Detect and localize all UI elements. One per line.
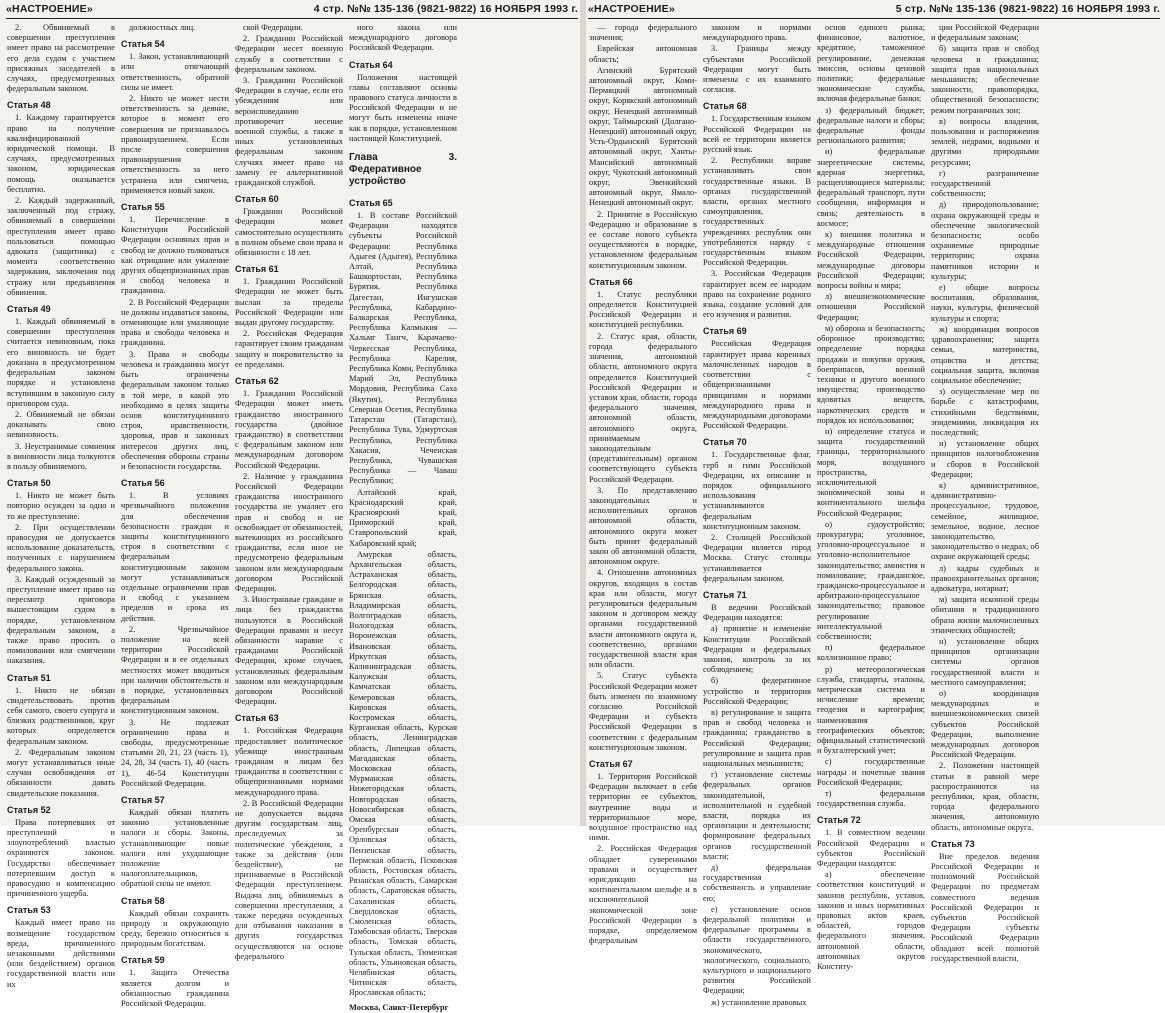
paragraph: и) установление общих принципов налогообложения и сборов в Российской Федерации; <box>931 439 1039 479</box>
article-heading: Статья 73 <box>931 838 975 849</box>
left-masthead: «НАСТРОЕНИЕ» <box>6 3 93 15</box>
text-column <box>349 23 457 1012</box>
text-column <box>589 23 697 946</box>
paragraph: ской Федерации. <box>243 23 303 32</box>
paragraph: б) защита прав и свобод человека и гражданина; защита прав национальных меньшинств; обеспечение законности, правопорядка, общественной безопасности; режим пограничных зон; <box>931 44 1039 115</box>
paragraph: 2. Обвиняемый в совершении преступления имеет право на рассмотрение его дела судом с участием присяжных заседателей в случаях, предусмотренных федеральным законом. <box>7 23 115 94</box>
article-heading: Статья 62 <box>235 376 279 387</box>
paragraph: л) внешнеэкономические отношения Российской Федерации; <box>817 292 925 322</box>
paragraph: 1. Каждому гарантируется право на получение квалифицированной юридической помощи. В случаях, предусмотренных законом, юридическая помощь оказывается бесплатно. <box>7 113 115 194</box>
article-heading: Статья 65 <box>349 198 393 209</box>
paragraph: должностных лиц. <box>129 23 196 32</box>
paragraph: ного закона или международного договора Российской Федерации. <box>349 23 457 53</box>
article-heading: Статья 54 <box>121 39 165 50</box>
paragraph: д) природопользование; охрана окружающей среды и обеспечение экологической безопасности; особо охраняемые природные территории; охрана памятников истории и культуры; <box>931 200 1039 281</box>
left-columns <box>4 23 580 1012</box>
chapter-heading: Глава 3. Федеративное устройство <box>349 152 457 188</box>
paragraph: 2. Обвиняемый не обязан доказывать свою невиновность. <box>7 409 115 440</box>
paragraph: 1. В условиях чрезвычайного положения для обеспечения безопасности граждан и защиты конституционного строя в соответствии с федеральным конституционным законом могут устанавливаться отдельные ограничения прав и свобод с указанием пределов и срока их действия. <box>121 491 229 623</box>
paragraph: Положения настоящей главы составляют основы правового статуса личности в Российской Федерации и не могут быть изменены иначе как в порядке, установленном настоящей Конституцией. <box>349 72 457 143</box>
paragraph: 1. Территория Российской Федерации включает в себя территории ее субъектов, внутренние воды и территориальное море, воздушное пространство над ними. <box>589 772 697 843</box>
paragraph: 1. Российская Федерация предоставляет политическое убежище иностранным гражданам и лицам без гражданства в соответствии с общепризнанными нормами международного права. <box>235 726 343 797</box>
paragraph: 3. Гражданин Российской Федерации в случае, если его убеждениям или вероисповеданию противоречит несение военной службы, а также в иных установленных федеральным законом случаях имеет право на замену ее альтернативной гражданской службой. <box>235 76 343 188</box>
paragraph: 2. Российская Федерация гарантирует своим гражданам защиту и покровительство за ее пределами. <box>235 329 343 369</box>
paragraph: 3. Иностранные граждане и лица без гражданства пользуются в Российской Федерации правами и несут обязанности наравне с гражданами Российской Федерации, кроме случаев, установленных федеральным законом или международным договором Российской Федерации. <box>235 595 343 707</box>
paragraph: т) федеральная государственная служба. <box>817 789 925 809</box>
paragraph: Вне пределов ведения Российской Федерации и полномочий Российской Федерации по предметам совместного ведения Российской Федерации и субъектов Российской Федерации субъекты Российской Федерации обладают всей полнотой государственной власти. <box>931 851 1039 963</box>
article-heading: Статья 69 <box>703 326 747 337</box>
paragraph: в) вопросы владения, пользования и распоряжения землей, недрами, водными и другими природными ресурсами; <box>931 116 1039 167</box>
paragraph: д) федеральная государственная собственность и управление ею; <box>703 863 811 903</box>
paragraph: Еврейская автономная область; <box>589 44 697 64</box>
paragraph: б) федеративное устройство и территория Российской Федерации; <box>703 676 811 706</box>
paragraph: е) общие вопросы воспитания, образования, науки, культуры, физической культуры и спорта; <box>931 283 1039 323</box>
text-column <box>7 23 115 989</box>
paragraph: 5. Статус субъекта Российской Федерации может быть изменен по взаимному согласию Российской Федерации и субъекта Российской Федерации в соответствии с федеральным конституционным законом. <box>589 671 697 752</box>
article-heading: Статья 61 <box>235 264 279 275</box>
paragraph: 1. Гражданин Российской Федерации может иметь гражданство иностранного государства (двойное гражданство) в соответствии с федеральным законом или международным договором Российской Федерации. <box>235 389 343 470</box>
paragraph: 2. Принятие в Российскую Федерацию и образование в ее составе нового субъекта осуществляются в порядке, установленном федеральным конституционным законом. <box>589 209 697 270</box>
article-heading: Статья 56 <box>121 478 165 489</box>
paragraph: 3. По представлению законодательных и исполнительных органов автономной области, автономного округа может быть принят федеральный закон об автономной области, автономном округе. <box>589 485 697 567</box>
paragraph: 1. Перечисление в Конституции Российской Федерации основных прав и свобод не должно толковаться как отрицание или умаление других общепризнанных прав и свобод человека и гражданина. <box>121 215 229 296</box>
paragraph: г) установление системы федеральных органов законодательной, исполнительной и судебной власти, порядка их организации и деятельности; формирование федеральных органов государственной власти; <box>703 770 811 861</box>
paragraph: 2. Положения настоящей статьи в равной мере распространяются на республики, края, области, города федерального значения, автономную область, автономные округа. <box>931 761 1039 832</box>
article-heading: Статья 70 <box>703 437 747 448</box>
article-heading: Статья 60 <box>235 194 279 205</box>
paragraph: н) установление общих принципов организации системы органов государственной власти и местного самоуправления; <box>931 636 1039 687</box>
article-heading: Статья 72 <box>817 815 861 826</box>
paragraph: 3. Не подлежат ограничению права и свободы, предусмотренные статьями 20, 21, 23 (часть 1), 24, 28, 34 (часть 1), 40 (часть 1), 46-54 Конституции Российской Федерации. <box>121 717 229 788</box>
paragraph: Алтайский край, Краснодарский край, Красноярский край, Приморский край, Ставропольский край, Хабаровский край; <box>349 487 457 548</box>
paragraph: ж) координация вопросов здравоохранения; защита семьи, материнства, отцовства и детства; социальная защита, включая социальное обеспечение; <box>931 324 1039 385</box>
article-heading: Статья 63 <box>235 713 279 724</box>
paragraph: з) осуществление мер по борьбе с катастрофами, стихийными бедствиями, эпидемиями, ликвидация их последствий; <box>931 387 1039 437</box>
right-columns <box>586 23 1162 1007</box>
paragraph: 3. Каждый осужденный за преступление имеет право на пересмотр приговора вышестоящим судом в порядке, установленном федеральным законом, а также право просить о помиловании или смягчении наказания. <box>7 574 115 666</box>
paragraph: 3. Границы между субъектами Российской Федерации могут быть изменены с их взаимного согласия. <box>703 44 811 95</box>
right-page <box>586 0 1162 1007</box>
paragraph: ции Российской Федерации и федеральным законам; <box>931 23 1039 43</box>
article-heading: Статья 58 <box>121 895 165 906</box>
paragraph: 1. Статус республики определяется Конституцией Российской Федерации и конституцией республики. <box>589 289 697 330</box>
paragraph: 1. В совместном ведении Российской Федерации и субъектов Российской Федерации находятся: <box>817 828 925 869</box>
paragraph: 2. Столицей Российской Федерации является город Москва. Статус столицы устанавливается федеральным законом. <box>703 532 811 583</box>
paragraph: основ единого рынка; финансовое, валютное, кредитное, таможенное регулирование, денежная эмиссия, основы ценовой политики; федеральные экономические службы, включая федеральные банки; <box>817 23 925 104</box>
paragraph: о) судоустройство; прокуратура; уголовное, уголовно-процессуальное и уголовно-исполнительное законодательство; амнистия и помилование; гражданское, гражданско-процессуальное и арбитражно-процессуальное законодательство; правовое регулирование интеллектуальной собственности; <box>817 519 925 641</box>
article-heading: Статья 53 <box>7 905 51 916</box>
paragraph: 2. При осуществлении правосудия не допускается использование доказательств, полученных с нарушением федерального закона. <box>7 522 115 573</box>
paragraph: и) федеральные энергетические системы, ядерная энергетика, расщепляющиеся материалы; федеральный транспорт, пути сообщения, информация и связь; деятельность в космосе; <box>817 147 925 228</box>
article-heading: Статья 50 <box>7 478 51 489</box>
left-page-header <box>6 0 578 19</box>
paragraph: Российская Федерация гарантирует права коренных малочисленных народов в соответствии с общепризнанными принципами и нормами международного права и международными договорами Российской Федерации. <box>703 339 811 431</box>
right-page-number: 5 стр. №№ 135-136 (9821-9822) 16 НОЯБРЯ 1993 г. <box>895 3 1160 15</box>
paragraph: а) принятие и изменение Конституции Российской Федерации и федеральных законов, контроль за их соблюдением; <box>703 624 811 675</box>
paragraph: 2. Статус края, области, города федерального значения, автономной области, автономного округа определяется Конституцией Российской Федерации и уставом края, области, города федерального значения, автономной области, автономного округа, принимаемым законодательным (представительным) органом соответствующего субъекта Российской Федерации. <box>589 331 697 484</box>
paragraph: 2. Наличие у гражданина Российской Федерации гражданства иностранного государства не умаляет его прав и свобод и не освобождает от обязанностей, вытекающих из российского гражданства, если иное не предусмотрено федеральным законом или международным договором Российской Федерации. <box>235 471 343 593</box>
paragraph: м) оборона и безопасность; оборонное производство; определение порядка продажи и покупки оружия, боеприпасов, военной техники и другого военного имущества; производство ядовитых веществ, наркотических средств и порядок их использования; <box>817 323 925 425</box>
right-masthead: «НАСТРОЕНИЕ» <box>588 3 675 15</box>
article-heading: Статья 67 <box>589 759 633 770</box>
article-heading: Статья 52 <box>7 804 51 815</box>
paragraph: м) защита исконной среды обитания и традиционного образа жизни малочисленных этнических общностей; <box>931 595 1039 635</box>
paragraph: к) внешняя политика и международные отношения Российской Федерации, международные договоры Российской Федерации; вопросы войны и мира; <box>817 230 925 291</box>
paragraph: о) координация международных и внешнеэкономических связей субъектов Российской Федерации, выполнение международных договоров Российской Федерации. <box>931 689 1039 760</box>
paragraph: 3. Неустранимые сомнения в виновности лица толкуются в пользу обвиняемого. <box>7 441 115 471</box>
article-heading: Статья 49 <box>7 304 51 315</box>
paragraph: в) регулирование и защита прав и свобод человека и гражданина; гражданство в Российской Федерации; регулирование и защита прав национальных меньшинств; <box>703 707 811 768</box>
text-column <box>817 23 925 972</box>
paragraph: 4. Отношения автономных округов, входящих в состав края или области, могут регулироваться федеральным законом и договором между органами государственной власти автономного округа и, соответственно, органами государственной власти края или области. <box>589 568 697 670</box>
paragraph: 3. Российская Федерация гарантирует всем ее народам право на сохранение родного языка, создание условий для его изучения и развития. <box>703 269 811 320</box>
paragraph: 1. Защита Отечества является долгом и обязанностью гражданина Российской Федерации. <box>121 968 229 1009</box>
paragraph: н) определение статуса и защита государственной границы, территориального моря, воздушного пространства, исключительной экономической зоны и континентального шельфа Российской Федерации; <box>817 426 925 518</box>
text-column <box>121 23 229 1009</box>
paragraph: 2. В Российской Федерации не должны издаваться законы, отменяющие или умаляющие права и свободы человека и гражданина. <box>121 297 229 348</box>
article-heading: Статья 64 <box>349 59 393 70</box>
paragraph: Каждый обязан платить законно установленные налоги и сборы. Законы, устанавливающие новые налоги или ухудшающие положение налогоплательщиков, обратной силы не имеют. <box>121 808 229 889</box>
paragraph: Амурская область, Архангельская область, Астраханская область, Белгородская область, Брянская область, Владимирская область, Волгоградская область, Вологодская область, Воронежская область, Ивановская область, Иркутская область, Калининградская область, Калужская область, Камчатская область, Кемеровская область, Кировская область, Костромская область, Курганская область, Курская область, Ленинградская область, Липецкая область, Магаданская область, Московская область, Мурманская область, Нижегородская область, Новгородская область, Новосибирская область, Омская область, Оренбургская область, Орловская область, Пензенская область, Пермская область, Псковская область, Ростовская область, Рязанская область, Самарская область, Саратовская область, Сахалинская область, Свердловская область, Смоленская область, Тамбовская область, Тверская область, Томская область, Тульская область, Тюменская область, Ульяновская область, Челябинская область, Читинская область, Ярославская область; <box>349 549 457 998</box>
paragraph: 2. Каждый задержанный, заключенный под стражу, обвиняемый в совершении преступления имеет право пользоваться помощью адвоката (защитника) с момента соответственно задержания, заключения под стражу или предъявления обвинения. <box>7 196 115 297</box>
paragraph: Каждый имеет право на возмещение государством вреда, причиненного незаконными действиями (или бездействием) органов государственной власти или их <box>7 918 115 989</box>
paragraph: 1. Никто не обязан свидетельствовать против себя самого, своего супруга и близких родственников, круг которых определяется федеральным законом. <box>7 685 115 746</box>
paragraph: с) государственные награды и почетные звания Российской Федерации; <box>817 757 925 787</box>
paragraph: В ведении Российской Федерации находятся: <box>703 602 811 623</box>
paragraph: 1. Гражданин Российской Федерации не может быть выслан за пределы Российской Федерации или выдан другому государству. <box>235 277 343 328</box>
paragraph: а) обеспечение соответствия конституций и законов республик, уставов, законов и иных нормативных правовых актов краев, областей, городов федерального значения, автономной области, автономных округов Конститу- <box>817 870 925 972</box>
article-heading: Статья 51 <box>7 672 51 683</box>
paragraph: 1. Никто не может быть повторно осужден за одно и то же преступление. <box>7 491 115 521</box>
article-heading: Статья 59 <box>121 955 165 966</box>
text-column <box>235 23 343 961</box>
paragraph: законом и нормами международного права. <box>703 23 811 43</box>
paragraph: л) кадры судебных и правоохранительных органов; адвокатура, нотариат; <box>931 563 1039 593</box>
paragraph: — города федерального значения; <box>589 23 697 43</box>
paragraph: 2. Чрезвычайное положение на всей территории Российской Федерации и в ее отдельных местностях может вводиться при наличии обстоятельств и в порядке, установленных федеральным конституционным законом. <box>121 624 229 716</box>
article-heading: Статья 48 <box>7 100 51 111</box>
paragraph: 2. Республики вправе устанавливать свои государственные языки. В органах государственной власти, органах местного самоуправления, государственных учреждениях республик они употребляются наряду с государственным языком Российской Федерации. <box>703 156 811 268</box>
paragraph: Права потерпевших от преступлений и злоупотреблений властью охраняются законом. Государство обеспечивает потерпевшим доступ к правосудию и компенсацию причиненного ущерба. <box>7 817 115 899</box>
paragraph: 2. В Российской Федерации не допускается выдача другим государствам лиц, преследуемых за политические убеждения, а также за действия (или бездействие), не признаваемые в Российской Федерации преступлением. Выдача лиц, обвиняемых в совершении преступления, а также передача осужденных для отбывания наказания в других государствах осуществляются на основе федерального <box>235 798 343 961</box>
paragraph: 1. В составе Российской Федерации находятся субъекты Российской Федерации: Республика Адыгея (Адыгея), Республика Алтай, Республика Башкортостан, Республика Бурятия, Республика Дагестан, Ингушская Республика, Кабардино-Балкарская Республика, Республика Калмыкия — Хальмг Тангч, Карачаево-Черкесская Республика, Республика Карелия, Республика Коми, Республика Марий Эл, Республика Мордовия, Республика Саха (Якутия), Республика Северная Осетия, Республика Татарстан (Татарстан), Республика Тува, Удмуртская Республика, Республика Хакасия, Чеченская Республика, Чувашская Республика — Чаваш Республики; <box>349 211 457 486</box>
article-heading: Статья 55 <box>121 202 165 213</box>
left-page <box>4 0 580 1012</box>
article-heading: Статья 66 <box>589 276 633 287</box>
paragraph: е) установление основ федеральной политики и федеральные программы в области государственного, экономического, экологического, социального, культурного и национального развития Российской Федерации; <box>703 904 811 996</box>
article-heading: Статья 68 <box>703 101 747 112</box>
paragraph: 2. Гражданин Российской Федерации несет военную службу в соответствии с федеральным законом. <box>235 34 343 74</box>
paragraph: 3. Права и свободы человека и гражданина могут быть ограничены федеральным законом только в той мере, в какой это необходимо в целях защиты основ конституционного строя, нравственности, здоровья, прав и законных интересов других лиц, обеспечения обороны страны и безопасности государства. <box>121 349 229 471</box>
paragraph: Гражданин Российской Федерации может самостоятельно осуществлять в полном объеме свои права и обязанности с 18 лет. <box>235 207 343 258</box>
paragraph: 2. Федеральным законом могут устанавливаться иные случаи освобождения от обязанности давать свидетельские показания. <box>7 747 115 798</box>
paragraph: 1. Каждый обвиняемый в совершении преступления считается невиновным, пока его виновность не будет доказана в предусмотренном федеральным законом порядке и установлена вступившим в законную силу приговором суда. <box>7 317 115 408</box>
paragraph: ж) установление правовых <box>711 997 807 1007</box>
paragraph: 1. Государственные флаг, герб и гимн Российской Федерации, их описание и порядок официального использования устанавливаются федеральным конституционным законом. <box>703 450 811 531</box>
article-heading: Статья 57 <box>121 795 165 806</box>
paragraph: з) федеральный бюджет; федеральные налоги и сборы; федеральные фонды регионального развития; <box>817 105 925 146</box>
article-heading: Статья 71 <box>703 589 747 600</box>
right-page-header <box>588 0 1160 19</box>
paragraph: 1. Закон, устанавливающий или отягчающий ответственность, обратной силы не имеет. <box>121 52 229 92</box>
paragraph: 2. Российская Федерация обладает суверенными правами и осуществляет юрисдикцию на континентальном шельфе и в исключительной экономической зоне Российской Федерации в порядке, определяемом федеральным <box>589 844 697 946</box>
paragraph: к) административное, административно-процессуальное, трудовое, семейное, жилищное, земельное, водное, лесное законодательство, законодательство о недрах, об охране окружающей среды; <box>931 480 1039 562</box>
paragraph: Каждый обязан сохранять природу и окружающую среду, бережно относиться к природным богатствам. <box>121 908 229 949</box>
text-column <box>931 23 1039 963</box>
paragraph: п) федеральное коллизионное право; <box>817 643 925 663</box>
paragraph: Агинский Бурятский автономный округ, Коми-Пермяцкий автономный округ, Корякский автономный округ, Ненецкий автономный округ, Таймырский (Долгано-Ненецкий) автономный округ, Усть-Ордынский Бурятский автономный округ, Ханты-Мансийский автономный округ, Чукотский автономный округ, Эвенкийский автономный округ, Ямало-Ненецкий автономный округ. <box>589 65 697 208</box>
paragraph: г) разграничение государственной собственности; <box>931 168 1039 199</box>
left-page-number: 4 стр. №№ 135-136 (9821-9822) 16 НОЯБРЯ 1993 г. <box>313 3 578 15</box>
paragraph: 1. Государственным языком Российской Федерации на всей ее территории является русский язык. <box>703 114 811 155</box>
paragraph: 2. Никто не может нести ответственность за деяние, которое в момент его совершения не признавалось правонарушением. Если после совершения правонарушения ответственность за него устранена или смягчена, применяется новый закон. <box>121 94 229 195</box>
paragraph: р) метеорологическая служба, стандарты, эталоны, метрическая система и исчисление времени; геодезия и картография; наименования географических объектов; официальный статистический и бухгалтерский учет; <box>817 664 925 756</box>
text-column <box>703 23 811 1007</box>
list-tail: Москва, Санкт-Петербург <box>349 1002 449 1012</box>
